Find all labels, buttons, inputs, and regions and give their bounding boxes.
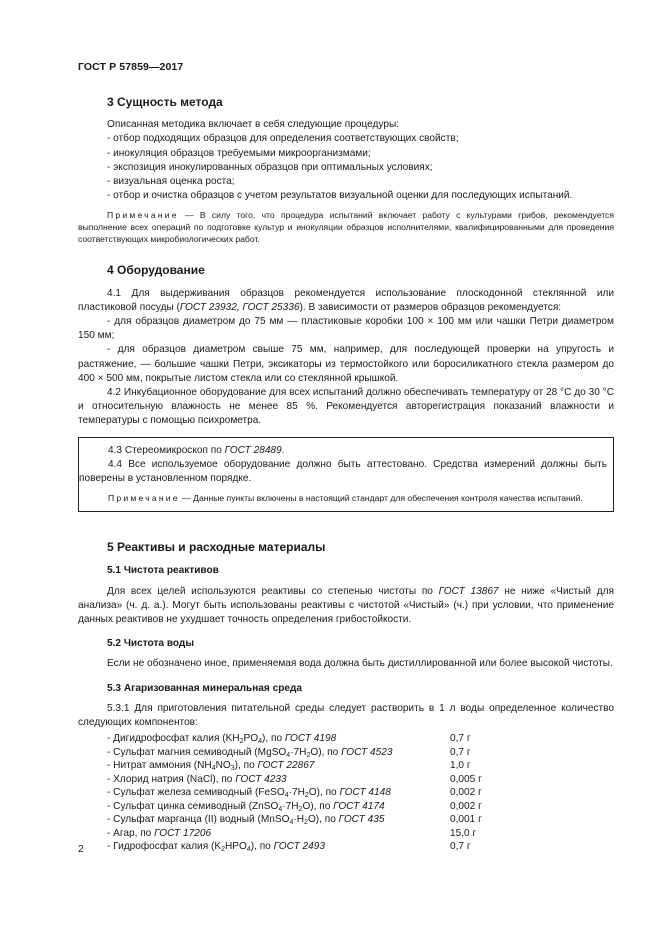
subscript: 2 (239, 738, 244, 746)
text-run: - Сульфат магния семиводный (MgSO (107, 746, 287, 758)
section-3-item-3: - экспозиция инокулированных образцов при оптимальных условиях; (107, 161, 433, 173)
subsection-5-3-title: 5.3 Агаризованная минеральная среда (107, 682, 303, 694)
standard-reference: ГОСТ 4174 (333, 800, 385, 812)
subsection-5-1-title: 5.1 Чистота реактивов (107, 565, 219, 577)
component-name (107, 773, 450, 787)
component-name (107, 800, 450, 814)
subscript: 4 (286, 751, 291, 759)
component-amount: 1,0 г (450, 760, 471, 772)
paragraph-4-1-item-1: - для образцов диаметром до 75 мм — пластиковые коробки 100 × 100 мм или чашки Петри диаметром 150 мм; (78, 316, 614, 342)
subscript: 2 (304, 792, 309, 800)
component-amount: 0,005 г (450, 773, 482, 785)
standard-reference: ГОСТ 22867 (257, 760, 315, 772)
section-3-item-5: - отбор и очистка образцов с учетом результатов визуальной оценки для последующих испытаний. (107, 190, 573, 202)
component-name (107, 827, 450, 841)
component-amount: 0,7 г (450, 746, 471, 758)
standard-reference: ГОСТ 17206 (154, 827, 212, 839)
component-row (78, 840, 614, 854)
subscript: 4 (289, 819, 294, 827)
component-row (78, 813, 614, 827)
section-3-item-2: - инокуляция образцов требуемыми микроорганизмами; (107, 147, 371, 159)
text-run: Для всех целей используются реактивы со степенью чистоты по (107, 585, 439, 597)
component-row (78, 800, 614, 814)
subscript: 2 (304, 819, 308, 827)
text-run: , (236, 301, 243, 313)
text-run: ·7H (282, 800, 299, 812)
section-5-title: 5 Реактивы и расходные материалы (107, 540, 326, 555)
component-amount: 0,7 г (450, 733, 471, 745)
text-run: 4.3 Стереомикроскоп по (108, 444, 225, 456)
component-name (107, 813, 450, 827)
component-row (78, 827, 614, 841)
paragraph-4-1 (78, 287, 614, 315)
component-amount: 0,001 г (450, 814, 482, 826)
text-run: - Нитрат аммония (NH (107, 760, 212, 772)
paragraph-4-1-item-2: - для образцов диаметром свыше 75 мм, например, для последующей проверки на упругость и растяжение, — большие чашки Петри, эксикаторы из термостойкого или боросиликатного стекла размером до 400 × 500 мм, покрытые листом стекла или со стеклянной крышкой. (78, 344, 614, 384)
section-4-title: 4 Оборудование (107, 263, 205, 278)
paragraph-4-2: 4.2 Инкубационное оборудование для всех испытаний должно обеспечивать температуру от 28 °С до 30 °С и относительную влажность не менее 85 %. Рекомендуется авторегистрация показаний влажности и температуры с помощью психрометра. (78, 387, 614, 427)
components-list (78, 732, 614, 854)
component-name (107, 732, 450, 746)
text-run: ). В зависимости от размеров образцов рекомендуется: (299, 301, 562, 313)
standard-reference: ГОСТ 4233 (235, 773, 287, 785)
text-run: HPO (224, 841, 247, 853)
standard-reference: ГОСТ 23932 (179, 301, 237, 313)
standard-reference: ГОСТ 435 (338, 814, 385, 826)
section-3-title: 3 Сущность метода (107, 95, 223, 109)
paragraph-5-1 (78, 585, 614, 628)
page-number: 2 (78, 843, 84, 855)
section-3-note (78, 209, 614, 245)
section-3-item-4: - визуальная оценка роста; (107, 176, 235, 188)
section-3-intro: Описанная методика включает в себя следующие процедуры: (107, 119, 400, 131)
text-run: PO (243, 733, 259, 745)
subscript: 2 (298, 805, 303, 813)
text-run: - Сульфат железа семиводный (FeSO (107, 787, 285, 799)
text-run: ·7H (290, 746, 307, 758)
section-3-item-1: - отбор подходящих образцов для определения соответствующих свойств; (107, 133, 459, 145)
subscript: 2 (306, 751, 311, 759)
component-amount: 0,002 г (450, 787, 482, 799)
note-label: Примечание (107, 210, 179, 221)
document-body (78, 95, 614, 854)
component-row (78, 732, 614, 746)
text-run: 4.1 Для выдерживания образцов рекомендуется использование плоскодонной стеклянной или пластиковой посуды ( (78, 287, 614, 313)
text-run: - Агар, по (107, 827, 155, 839)
text-run: - Сульфат марганца (II) водный (MnSO (107, 814, 290, 826)
standard-reference: ГОСТ 4148 (339, 787, 391, 799)
note-label: Примечание (108, 493, 180, 504)
standard-reference: ГОСТ 4523 (341, 746, 393, 758)
subsection-5-2-title: 5.2 Чистота воды (107, 638, 194, 650)
standard-reference: ГОСТ 2493 (273, 841, 325, 853)
bordered-notice-box (78, 437, 614, 513)
text-run: - Гидрофосфат калия (K (107, 841, 222, 853)
subscript: 4 (246, 846, 251, 854)
text-run: - Хлорид натрия (NaCl), по (107, 773, 236, 785)
text-run: NO (215, 760, 231, 772)
text-run: - Сульфат цинка семиводный (ZnSO (107, 800, 279, 812)
text-run: не ниже «Чистый для анализа» (ч. д. а.). Могут быть использованы реактивы с чистотой «Чистый» (ч.) при условии, что применение данных реактивов не ухудшает точность определения грибостойкости. (78, 585, 614, 626)
paragraph-5-3-1: 5.3.1 Для приготовления питательной среды следует растворить в 1 л воды определенное количество следующих компонентов: (78, 702, 614, 729)
component-amount: 0,7 г (450, 841, 471, 853)
subscript: 4 (278, 805, 283, 813)
document-header: ГОСТ Р 57859—2017 (78, 61, 184, 73)
text-run: - Дигидрофосфат калия (KH (107, 733, 240, 745)
text-run: . (281, 444, 285, 456)
note-text: — Данные пункты включены в настоящий стандарт для обеспечения контроля качества испытаний. (179, 493, 583, 504)
text-run: ·H (293, 814, 305, 826)
standard-reference: ГОСТ 4198 (284, 733, 337, 745)
text-run: ), по (234, 760, 258, 772)
subscript: 3 (230, 765, 235, 773)
component-row (78, 746, 614, 760)
text-run: ), по (250, 841, 274, 853)
standard-reference: ГОСТ 28489 (224, 444, 282, 456)
paragraph-4-4: 4.4 Все используемое оборудование должно быть аттестовано. Средства измерений должны быть поверены в установленном порядке. (79, 458, 607, 485)
component-row (78, 773, 614, 787)
paragraph-4-3 (79, 444, 607, 458)
component-name (107, 786, 450, 800)
text-run: O), по (302, 800, 334, 812)
section-4-note (79, 492, 607, 504)
text-run: ·7H (288, 787, 305, 799)
standard-reference: ГОСТ 13867 (438, 585, 499, 597)
component-amount: 15,0 г (450, 827, 477, 839)
subscript: 4 (211, 765, 216, 773)
component-name (107, 759, 450, 773)
text-run: O), по (310, 746, 342, 758)
text-run: ), по (262, 733, 285, 745)
subscript: 2 (221, 846, 225, 854)
text-run: O), по (308, 787, 340, 799)
note-text: — В силу того, что процедура испытаний включает работу с культурами грибов, рекомендуется выполнение всех операций по подготовке культур и инокуляции образцов исполнителями, квалифицированными для проведения соответствующих микробиологических работ. (78, 210, 614, 245)
paragraph-5-2: Если не обозначено иное, применяемая вода должна быть дистиллированной или более высокой чистоты. (107, 658, 613, 670)
subscript: 4 (258, 738, 263, 746)
standard-reference: ГОСТ 25336 (242, 301, 300, 313)
component-row (78, 759, 614, 773)
subscript: 4 (284, 792, 289, 800)
text-run: O), по (307, 814, 339, 826)
component-amount: 0,002 г (450, 800, 482, 812)
component-name (107, 840, 450, 854)
component-row (78, 786, 614, 800)
component-name (107, 746, 450, 760)
